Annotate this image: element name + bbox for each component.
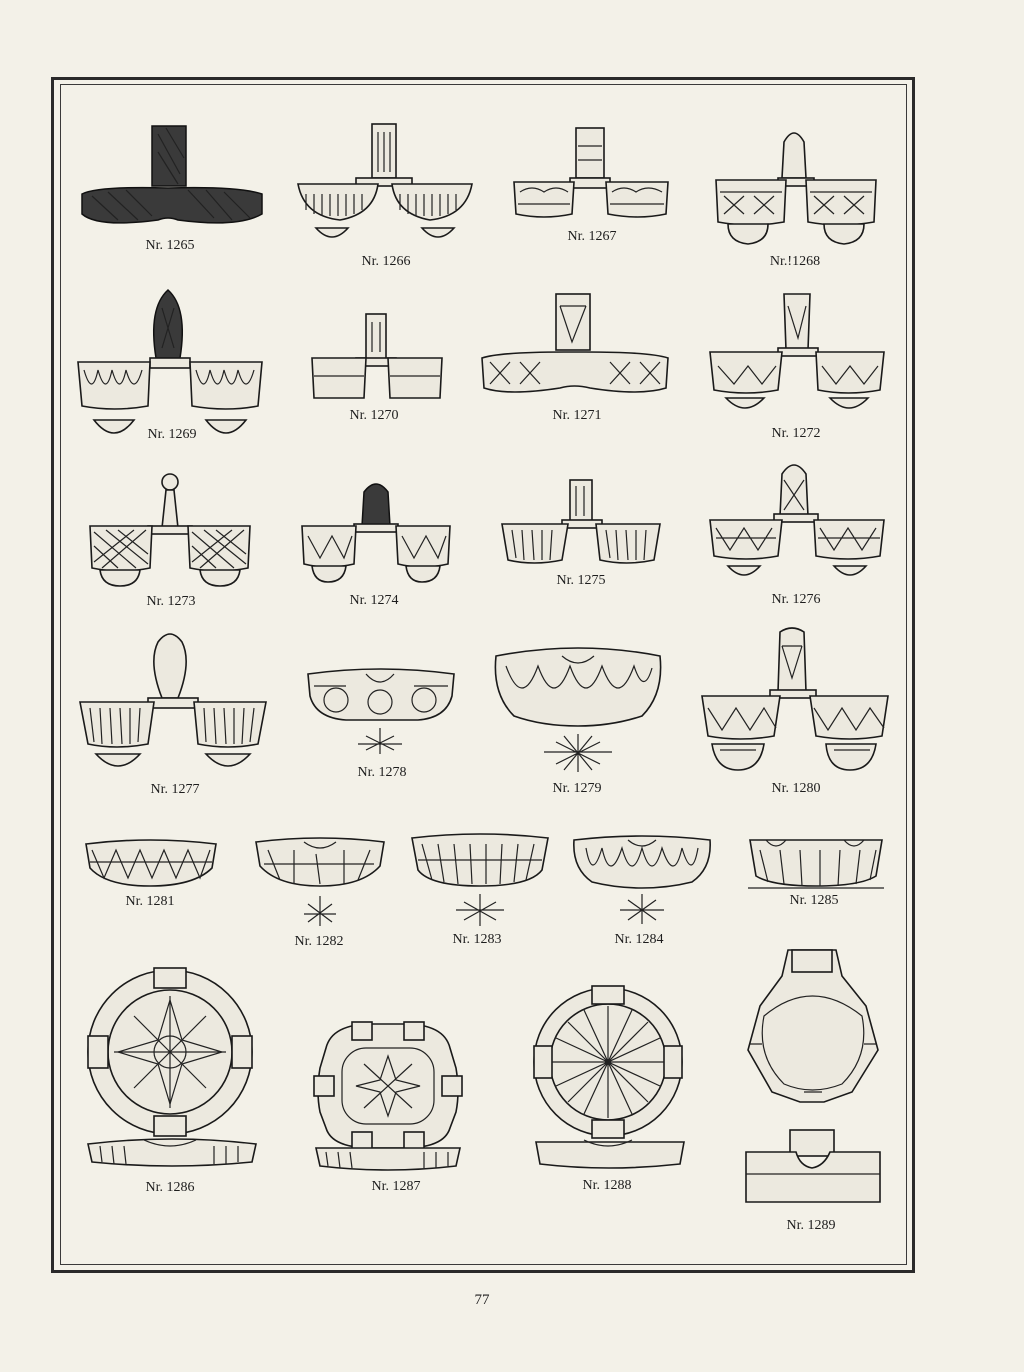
label-1286: Nr. 1286 — [145, 1180, 195, 1195]
label-1284: Nr. 1284 — [614, 932, 664, 947]
illustration-1284 — [572, 834, 712, 926]
label-1266: Nr. 1266 — [361, 254, 411, 269]
label-1271: Nr. 1271 — [552, 408, 602, 423]
illustration-1287 — [312, 1018, 464, 1174]
label-1274: Nr. 1274 — [349, 593, 399, 608]
illustration-1281 — [84, 838, 218, 890]
illustration-1272 — [708, 292, 886, 418]
illustration-1265 — [78, 124, 266, 232]
label-1275: Nr. 1275 — [556, 573, 606, 588]
illustration-1280 — [700, 628, 890, 776]
illustration-1268 — [714, 124, 878, 246]
illustration-1277 — [78, 632, 268, 778]
illustration-1269 — [76, 288, 264, 448]
label-1278: Nr. 1278 — [357, 765, 407, 780]
illustration-1278 — [306, 666, 456, 762]
illustration-1276 — [708, 460, 886, 586]
illustration-1267 — [512, 126, 672, 226]
illustration-1275 — [500, 478, 662, 568]
illustration-1285 — [748, 836, 884, 892]
illustration-1283 — [410, 834, 550, 928]
label-1269: Nr. 1269 — [147, 427, 197, 442]
illustration-1282 — [254, 836, 386, 930]
label-1267: Nr. 1267 — [567, 229, 617, 244]
label-1282: Nr. 1282 — [294, 934, 344, 949]
page-number: 77 — [474, 1292, 490, 1308]
illustration-1271 — [480, 292, 670, 402]
label-1277: Nr. 1277 — [150, 782, 200, 797]
illustration-1279 — [492, 646, 664, 776]
label-1283: Nr. 1283 — [452, 932, 502, 947]
illustration-1288 — [532, 984, 688, 1172]
illustration-1286 — [84, 966, 260, 1172]
label-1287: Nr. 1287 — [371, 1179, 421, 1194]
illustration-1274 — [300, 478, 452, 586]
label-1268: Nr.!1268 — [769, 254, 821, 269]
label-1289: Nr. 1289 — [786, 1218, 836, 1233]
label-1265: Nr. 1265 — [145, 238, 195, 253]
illustration-1270 — [310, 312, 444, 404]
label-1281: Nr. 1281 — [125, 894, 175, 909]
label-1270: Nr. 1270 — [349, 408, 399, 423]
label-1279: Nr. 1279 — [552, 781, 602, 796]
label-1285: Nr. 1285 — [789, 893, 839, 908]
label-1272: Nr. 1272 — [771, 426, 821, 441]
illustration-1289 — [742, 946, 884, 1212]
label-1276: Nr. 1276 — [771, 592, 821, 607]
label-1280: Nr. 1280 — [771, 781, 821, 796]
label-1288: Nr. 1288 — [582, 1178, 632, 1193]
illustration-1273 — [88, 472, 252, 590]
label-1273: Nr. 1273 — [146, 594, 196, 609]
illustration-1266 — [296, 122, 476, 250]
